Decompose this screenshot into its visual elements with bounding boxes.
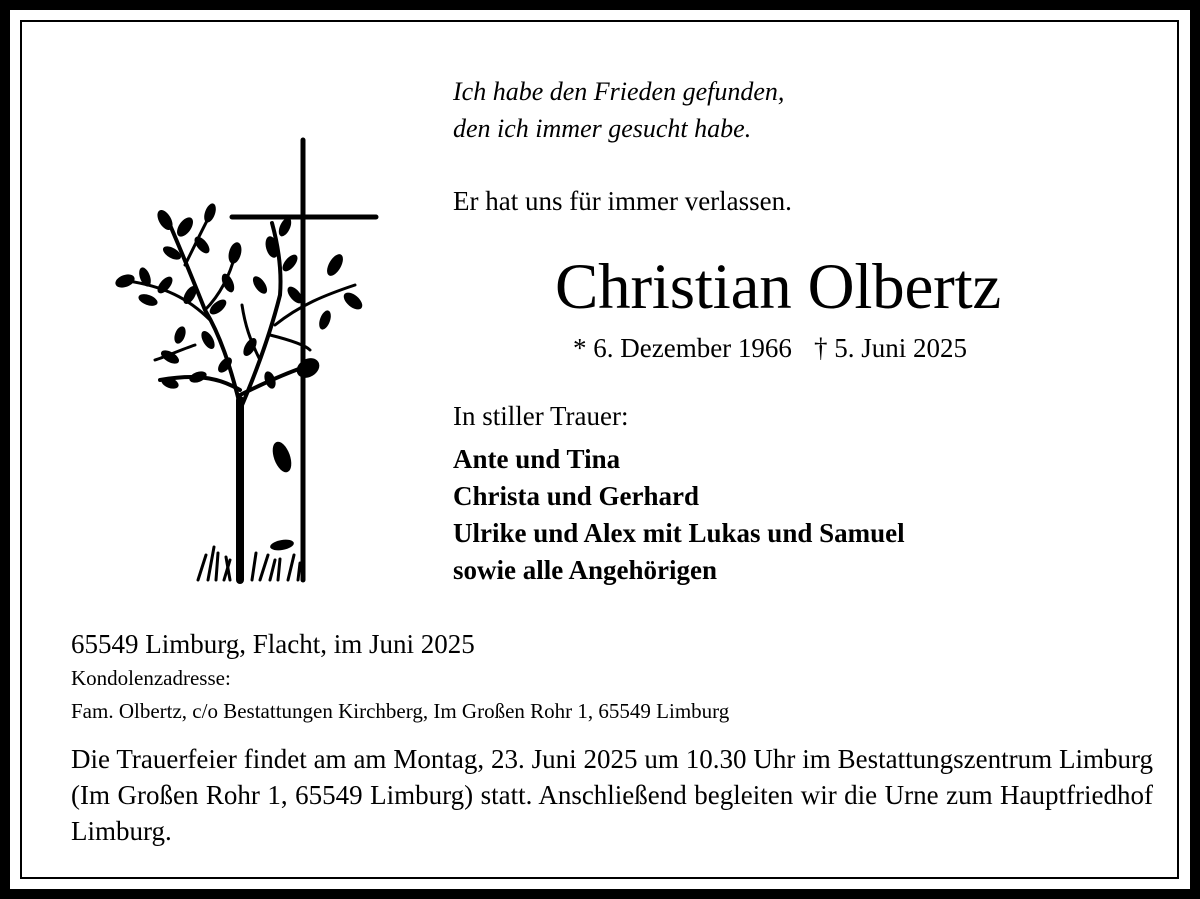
family-member: Christa und Gerhard [453,481,700,511]
family-list [453,441,905,589]
place-and-date: 65549 Limburg, Flacht, im Juni 2025 [71,629,475,659]
condolence-label: Kondolenzadresse: [71,666,231,690]
cross-and-tree-icon [110,135,400,595]
family-member: Ulrike und Alex mit Lukas und Samuel [453,518,905,548]
deceased-name: Christian Olbertz [555,251,1002,323]
service-info: Die Trauerfeier findet am am Montag, 23. Juni 2025 um 10.30 Uhr im Bestattungszentrum Limburg (Im Großen Rohr 1, 65549 Limburg) statt. Anschließend begleiten wir die Urne zum Hauptfriedhof Limburg. [71,744,1153,846]
birth-date: * 6. Dezember 1966 [573,333,792,363]
quote [453,73,784,147]
intro-text: Er hat uns für immer verlassen. [453,186,792,216]
quote-line-2: den ich immer gesucht habe. [453,114,752,143]
quote-line-1: Ich habe den Frieden gefunden, [453,77,785,106]
family-member: sowie alle Angehörigen [453,555,717,585]
mourning-label: In stiller Trauer: [453,401,629,431]
life-dates [573,333,967,364]
condolence-address: Fam. Olbertz, c/o Bestattungen Kirchberg, Im Großen Rohr 1, 65549 Limburg [71,699,730,723]
family-member: Ante und Tina [453,444,621,474]
obituary-card [10,10,1190,889]
death-date: † 5. Juni 2025 [813,333,967,363]
